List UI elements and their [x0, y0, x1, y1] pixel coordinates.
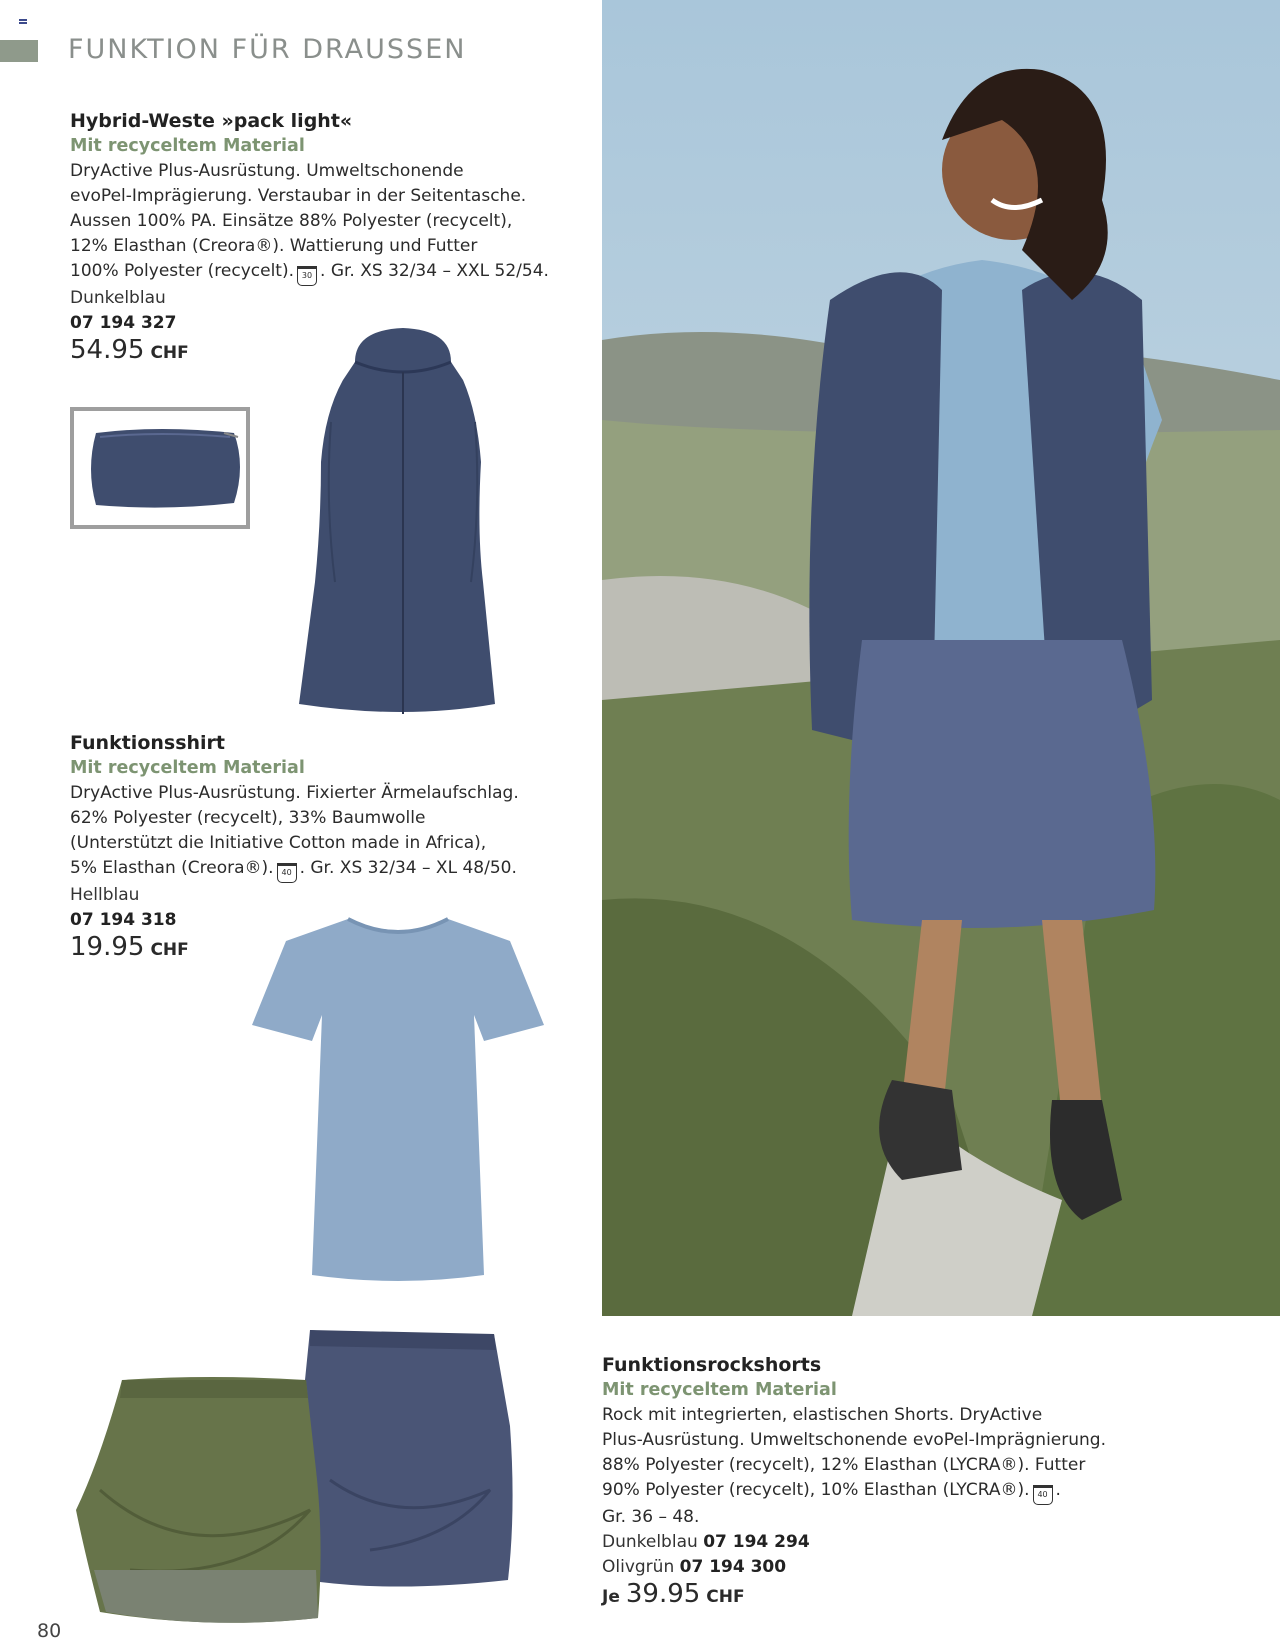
description-text: 90% Polyester (recycelt), 10% Elasthan (LYCRA®).: [602, 1480, 1030, 1500]
hiker-photo-image: [602, 0, 1280, 1316]
product-tag: Mit recyceltem Material: [70, 758, 305, 778]
color-variant: [602, 1555, 1242, 1580]
description-line: Plus-Ausrüstung. Umweltschonende evoPel-Imprägnierung.: [602, 1430, 1106, 1450]
article-number: 07 194 300: [679, 1557, 787, 1577]
article-number: 07 194 294: [703, 1532, 810, 1552]
price-amount: 39.95: [625, 1579, 701, 1609]
product-tag: Mit recyceltem Material: [602, 1380, 837, 1400]
variant-color: Olivgrün: [602, 1557, 675, 1577]
price-currency: CHF: [150, 940, 189, 960]
product-tag: Mit recyceltem Material: [70, 136, 305, 156]
price-currency: CHF: [706, 1587, 745, 1607]
price-amount: 54.95: [70, 335, 145, 365]
description-line: evoPel-Imprägierung. Verstaubar in der Seitentasche.: [70, 186, 527, 206]
description-line: DryActive Plus-Ausrüstung. Umweltschonende: [70, 161, 464, 181]
description-line: Aussen 100% PA. Einsätze 88% Polyester (recycelt),: [70, 211, 513, 231]
description-line: DryActive Plus-Ausrüstung. Fixierter Ärmelaufschlag.: [70, 783, 519, 803]
description-line: (Unterstützt die Initiative Cotton made in Africa),: [70, 833, 487, 853]
wash-care-icon: 40: [1033, 1485, 1053, 1505]
section-marker-bar: [0, 40, 38, 62]
product-name: Funktionsshirt: [70, 732, 226, 754]
description-line: [602, 1478, 1242, 1505]
size-range: Gr. 36 – 48.: [602, 1507, 700, 1527]
product-color: Hellblau: [70, 885, 140, 905]
variant-color: Dunkelblau: [602, 1532, 698, 1552]
description-line: 12% Elasthan (Creora®). Wattierung und Futter: [70, 236, 478, 256]
article-number: 07 194 327: [70, 313, 177, 333]
page-number: 80: [37, 1620, 62, 1642]
wash-care-icon: 40: [277, 863, 297, 883]
vest-product-image: [295, 322, 510, 722]
description-text: 100% Polyester (recycelt).: [70, 261, 295, 281]
product-price: [602, 1579, 1242, 1610]
vest-pouch-thumbnail[interactable]: [70, 407, 250, 529]
shirt-product-image: [248, 915, 548, 1285]
description-text: 5% Elasthan (Creora®).: [70, 858, 274, 878]
corner-mark-icon: [19, 19, 27, 27]
price-currency: CHF: [150, 343, 189, 363]
product-name: Funktionsrockshorts: [602, 1354, 822, 1376]
product-description: [602, 1403, 1242, 1530]
description-line: [70, 856, 590, 883]
product-color: Dunkelblau: [70, 288, 166, 308]
description-line: 62% Polyester (recycelt), 33% Baumwolle: [70, 808, 426, 828]
article-number: 07 194 318: [70, 910, 177, 930]
section-title: FUNKTION FÜR DRAUSSEN: [68, 34, 467, 65]
description-text: . Gr. XS 32/34 – XXL 52/54.: [320, 261, 549, 281]
description-line: [70, 259, 590, 286]
price-amount: 19.95: [70, 932, 145, 962]
description-line: 88% Polyester (recycelt), 12% Elasthan (LYCRA®). Futter: [602, 1455, 1086, 1475]
product-skort: [602, 1352, 1242, 1610]
description-text: . Gr. XS 32/34 – XL 48/50.: [299, 858, 517, 878]
product-description: [70, 159, 590, 286]
product-description: [70, 781, 590, 883]
skort-product-image: [70, 1330, 530, 1630]
color-variant: [602, 1530, 1242, 1555]
pouch-image: [74, 411, 246, 525]
product-name: Hybrid-Weste »pack light«: [70, 110, 353, 132]
description-line: Rock mit integrierten, elastischen Shorts. DryActive: [602, 1405, 1043, 1425]
price-prefix: Je: [602, 1587, 620, 1607]
wash-care-icon: 30: [297, 266, 317, 286]
lifestyle-photo: [602, 0, 1280, 1316]
description-text: .: [1055, 1480, 1061, 1500]
